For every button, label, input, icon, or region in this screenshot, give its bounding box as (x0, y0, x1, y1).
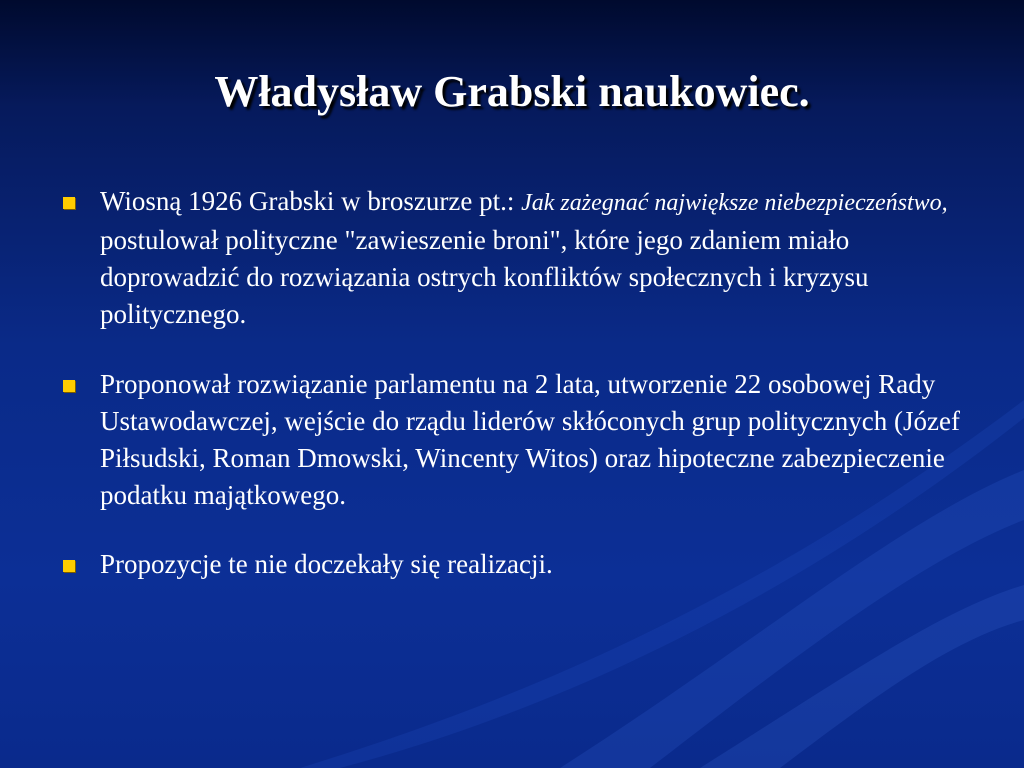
bullet-list (60, 183, 975, 583)
slide-title: Władysław Grabski naukowiec. (214, 67, 810, 116)
square-bullet-icon (63, 380, 75, 392)
square-bullet-icon (63, 560, 75, 572)
bullet-item-2 (60, 366, 975, 514)
bullet-1-italic-title: Jak zażegnać największe niebezpieczeństwo, (521, 190, 948, 216)
bullet-item-1 (60, 183, 975, 333)
bullet-2-text: Proponował rozwiązanie parlamentu na 2 lata, utworzenie 22 osobowej Rady Ustawodawczej, wejście do rządu liderów skłóconych grup politycznych (Józef Piłsudski, Roman Dmowski, Wincenty Witos) oraz hipoteczne zabezpieczenie podatku majątkowego. (100, 369, 960, 510)
bullet-1-text-end: postulował polityczne "zawieszenie broni", które jego zdaniem miało doprowadzić do rozwiązania ostrych konfliktów społecznych i kryzysu politycznego. (100, 225, 869, 329)
bullet-3-text: Propozycje te nie doczekały się realizacji. (100, 549, 553, 579)
square-bullet-icon (63, 197, 75, 209)
bullet-item-3 (60, 546, 975, 583)
bullet-1-text-start: Wiosną 1926 Grabski w broszurze pt.: (100, 186, 522, 216)
